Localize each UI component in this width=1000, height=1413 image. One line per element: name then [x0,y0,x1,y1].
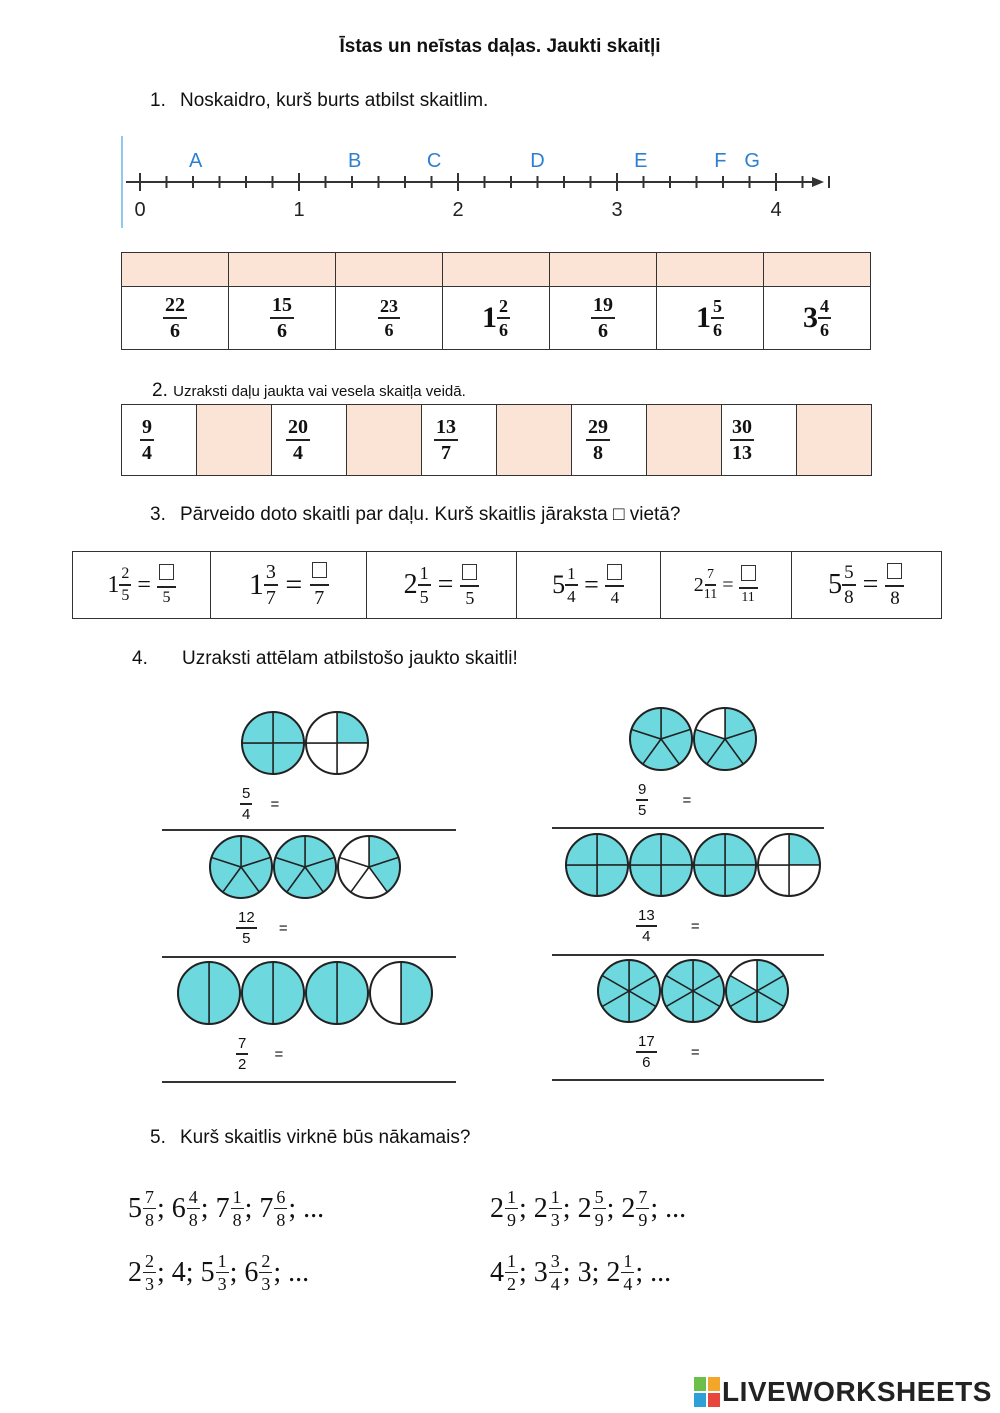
picture-label: $\frac{17}{6}$ = [638,1033,700,1071]
axis-label: 3 [611,199,623,221]
arrow-icon [812,177,824,187]
blank-box-icon [607,564,622,580]
fraction-circle [694,708,756,770]
task4-heading [132,648,518,670]
sequence-1: 5 7 8 ; 6 4 8 ; 7 1 8 ; 7 6 8 ; ... [128,1187,325,1230]
point-letter: F [714,150,727,172]
task4-number: 4. [132,648,148,669]
circle-sector [242,962,273,1024]
axis-label: 2 [452,199,464,221]
circle-sector [209,962,240,1024]
picture-circles [176,960,438,1026]
conversion-cell[interactable]: 5 $\frac{1}{4}$ = 4 [516,552,660,619]
fraction-circle [726,960,788,1022]
fraction-cell: $\frac{29}{8}$ [572,405,647,476]
fraction-cell: 1 5 6 [657,287,764,350]
point-letter: G [744,150,760,172]
fraction-cell: 15 6 [229,287,336,350]
fraction-circle [370,962,432,1024]
answer-cell[interactable] [497,405,572,476]
conversion-cell[interactable]: 5 $\frac{5}{8}$ = 8 [791,552,941,619]
picture-label: $\frac{5}{4}$ = [242,785,280,823]
fraction-cell: 23 6 [336,287,443,350]
answer-cell[interactable] [550,253,657,287]
task3-number: 3. [150,504,166,525]
conversion-cell[interactable]: 1 $\frac{3}{7}$ = 7 [211,552,367,619]
fraction-circle [758,834,820,896]
fraction-circle [598,960,660,1022]
fraction-circle [178,962,240,1024]
task1-text: Noskaidro, kurš burts atbilst skaitlim. [180,90,489,111]
picture-circles [208,834,406,900]
task1-table [121,252,871,350]
fraction-circle [274,836,336,898]
task2-number: 2. [152,380,168,401]
task4-text: Uzraksti attēlam atbilstošo jaukto skaitli! [182,648,518,669]
task1-heading [150,90,488,112]
point-letter: E [634,150,648,172]
answer-line[interactable] [162,956,456,958]
fraction-circle [630,708,692,770]
picture-circles [596,958,794,1024]
picture-circles [564,832,826,898]
picture-label: $\frac{13}{4}$ = [638,907,700,945]
picture-circles [240,710,374,776]
answer-cell[interactable] [797,405,872,476]
answer-cell[interactable] [647,405,722,476]
task2-text: Uzraksti daļu jaukta vai vesela skaitļa veidā. [173,383,466,400]
fraction-cell: $\frac{20}{4}$ [272,405,347,476]
answer-line[interactable] [552,954,824,956]
answer-cell[interactable] [229,253,336,287]
task5-number: 5. [150,1127,166,1148]
answer-line[interactable] [552,827,824,829]
fraction-circle [630,834,692,896]
fraction-circle [338,836,400,898]
picture-label: $\frac{7}{2}$ = [238,1035,284,1073]
fraction-circle [566,834,628,896]
circle-sector [401,962,432,1024]
picture-circles [628,706,762,772]
answer-cell[interactable] [764,253,871,287]
sequence-4: 4 1 2 ; 3 3 4 ; 3 ; 2 1 4 ; ... [490,1251,672,1294]
fraction-circle [662,960,724,1022]
axis-label: 4 [770,199,782,221]
task3-heading [150,504,680,526]
task2-table [121,404,872,476]
axis-label: 1 [293,199,305,221]
answer-line[interactable] [162,1081,456,1083]
circle-sector [370,962,401,1024]
task5-heading [150,1127,470,1149]
fraction-circle [694,834,756,896]
circle-sector [306,962,337,1024]
fraction-circle [306,712,368,774]
circle-sector [178,962,209,1024]
fraction-circle [242,962,304,1024]
sequence-3: 2 2 3 ; 4 ; 5 1 3 ; 6 2 3 ; ... [128,1251,310,1294]
fraction-cell: $\frac{9}{4}$ [122,405,197,476]
picture-label: $\frac{12}{5}$ = [238,909,288,947]
answer-cell[interactable] [197,405,272,476]
fraction-cell: 19 6 [550,287,657,350]
task5-text: Kurš skaitlis virknē būs nākamais? [180,1127,471,1148]
point-letter: B [347,150,362,172]
answer-line[interactable] [162,829,456,831]
fraction-cell: $\frac{30}{13}$ [722,405,797,476]
fraction-cell: $\frac{13}{7}$ [422,405,497,476]
conversion-cell[interactable]: 2 $\frac{7}{11}$ = 11 [660,552,791,619]
blank-box-icon [312,562,327,578]
logo [694,1376,992,1408]
blank-box-icon [887,563,902,579]
answer-line[interactable] [552,1079,824,1081]
answer-cell[interactable] [122,253,229,287]
answer-cell[interactable] [336,253,443,287]
blank-box-icon [462,564,477,580]
circle-sector [337,962,368,1024]
liveworksheets-logo-icon [694,1377,720,1407]
answer-cell[interactable] [443,253,550,287]
fraction-circle [242,712,304,774]
point-letter: A [188,150,203,172]
fraction-circle [210,836,272,898]
conversion-cell[interactable]: 1 $\frac{2}{5}$ = 5 [73,552,211,619]
answer-cell[interactable] [657,253,764,287]
task3-text: Pārveido doto skaitli par daļu. Kurš skaitlis jāraksta □ vietā? [180,504,681,525]
conversion-cell[interactable]: 2 $\frac{1}{5}$ = 5 [367,552,517,619]
picture-label: $\frac{9}{5}$ = [638,781,692,819]
answer-cell[interactable] [347,405,422,476]
fraction-cell: 3 4 6 [764,287,871,350]
fraction-cell: 1 2 6 [443,287,550,350]
axis-label: 0 [134,199,146,221]
blank-box-icon [741,565,756,581]
logo-text: LIVEWORKSHEETS [722,1376,992,1407]
fraction-circle [306,962,368,1024]
task2-heading [152,380,466,402]
point-letter: C [426,150,442,172]
page-title: Īstas un neīstas daļas. Jaukti skaitļi [339,36,661,57]
number-line [118,136,830,228]
point-letter: D [530,150,545,172]
sequence-2: 2 1 9 ; 2 1 3 ; 2 5 9 ; 2 7 9 ; ... [490,1187,687,1230]
circle-sector [273,962,304,1024]
blank-box-icon [159,564,174,580]
fraction-cell: 22 6 [122,287,229,350]
task3-table [72,551,942,619]
task1-number: 1. [150,90,166,111]
